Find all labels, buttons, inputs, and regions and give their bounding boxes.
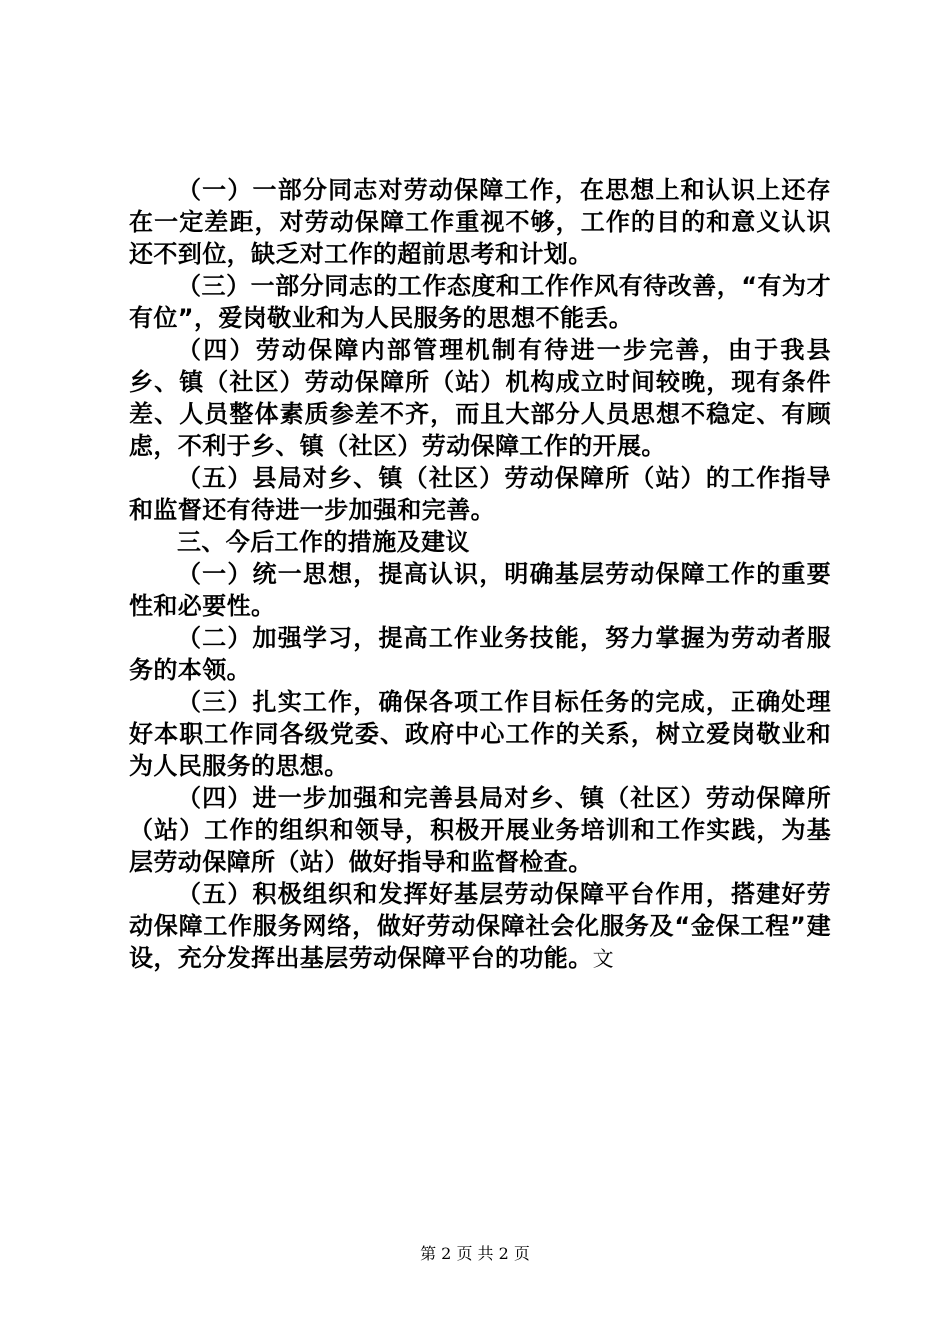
paragraph-7: （二）加强学习，提高工作业务技能，努力掌握为劳动者服务的本领。 bbox=[129, 624, 831, 684]
section-heading: 三、今后工作的措施及建议 bbox=[177, 528, 470, 556]
page-footer: 第 2 页 共 2 页 bbox=[420, 1244, 530, 1263]
paragraph-6: （一）统一思想，提高认识，明确基层劳动保障工作的重要性和必要性。 bbox=[129, 560, 831, 620]
paragraph-3: （四）劳动保障内部管理机制有待进一步完善，由于我县乡、镇（社区）劳动保障所（站）机构成立时间较晚，现有条件差、人员整体素质参差不齐，而且大部分人员思想不稳定、有顾虑，不利于乡、镇（社区）劳动保障工作的开展。 bbox=[129, 336, 831, 460]
paragraph-10-text: （五）积极组织和发挥好基层劳动保障平台作用，搭建好劳动保障工作服务网络，做好劳动保障社会化服务及“金保工程”建设，充分发挥出基层劳动保障平台的功能。 bbox=[129, 880, 831, 972]
paragraph-1: （一）一部分同志对劳动保障工作，在思想上和认识上还存在一定差距，对劳动保障工作重视不够，工作的目的和意义认识还不到位，缺乏对工作的超前思考和计划。 bbox=[129, 176, 831, 268]
paragraph-2: （三）一部分同志的工作态度和工作作风有待改善，“有为才有位”，爱岗敬业和为人民服务的思想不能丢。 bbox=[129, 272, 831, 332]
paragraph-9: （四）进一步加强和完善县局对乡、镇（社区）劳动保障所（站）工作的组织和领导，积极开展业务培训和工作实践，为基层劳动保障所（站）做好指导和监督检查。 bbox=[129, 784, 831, 876]
document-body bbox=[129, 174, 831, 975]
paragraph-8: （三）扎实工作，确保各项工作目标任务的完成，正确处理好本职工作同各级党委、政府中心工作的关系，树立爱岗敬业和为人民服务的思想。 bbox=[129, 688, 831, 780]
paragraph-10 bbox=[129, 878, 831, 975]
trailing-char: 文 bbox=[592, 947, 615, 971]
paragraph-4: （五）县局对乡、镇（社区）劳动保障所（站）的工作指导和监督还有待进一步加强和完善。 bbox=[129, 464, 831, 524]
